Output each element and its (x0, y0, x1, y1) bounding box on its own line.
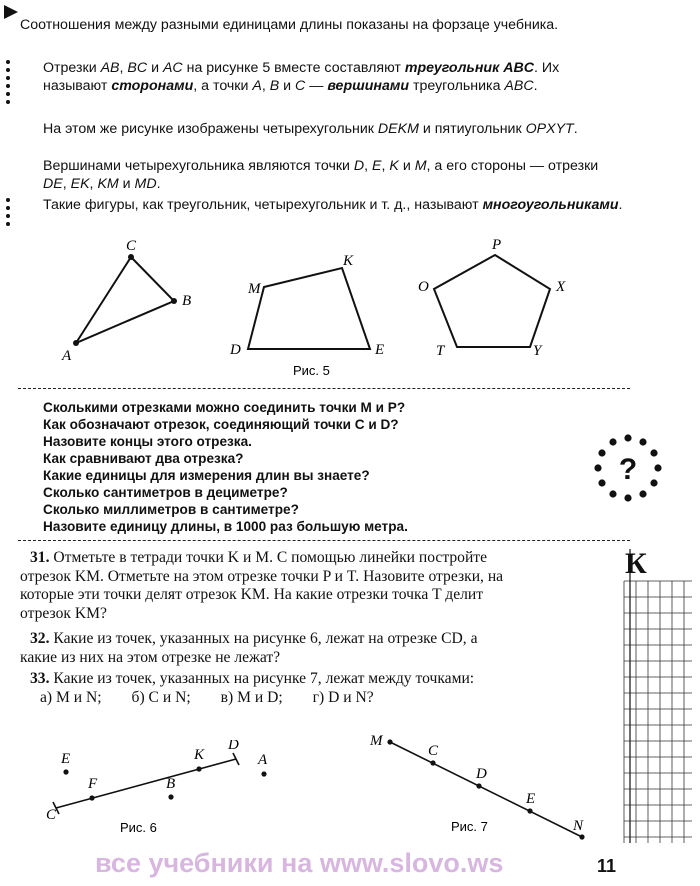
point-m (387, 739, 392, 744)
point-f (89, 795, 94, 800)
point-a (261, 771, 266, 776)
segment-cd (56, 759, 236, 808)
point-b (168, 794, 173, 799)
point-c (128, 254, 134, 260)
label-m: M (370, 735, 383, 749)
figure-5 (0, 235, 620, 385)
question-8: Назовите единицу длины, в 1000 раз большую метра. (43, 519, 408, 534)
question-3: Назовите концы этого отрезка. (43, 434, 252, 449)
figure-6 (30, 740, 290, 850)
exercise-grid-icon (622, 545, 694, 845)
exercise-letter-icon: К (625, 547, 647, 580)
quadrilateral-dekm (248, 268, 370, 349)
intro-paragraph-5: Такие фигуры, как треугольник, четырехугольник и т. д., называют многоугольниками. (43, 197, 623, 213)
triangle-abc (76, 257, 174, 343)
point-c (430, 760, 435, 765)
point-a (73, 340, 79, 346)
label-m: M (248, 281, 261, 297)
point-b (171, 298, 177, 304)
label-c: C (46, 807, 57, 823)
label-c: C (428, 743, 439, 759)
figure-7 (360, 735, 600, 850)
option-b: б) C и N; (131, 688, 191, 706)
intro-paragraph-3: На этом же рисунке изображены четырехугольник DEKM и пятиугольник OPXYT. (43, 121, 578, 137)
label-e: E (61, 751, 71, 767)
label-c: C (126, 238, 137, 254)
option-d: г) D и N? (312, 688, 374, 706)
definition-dots (6, 60, 12, 108)
pointer-triangle-icon (3, 4, 19, 20)
question-mark-icon (592, 432, 664, 504)
label-x: X (556, 279, 566, 295)
point-e (63, 769, 68, 774)
figure-7-caption: Рис. 7 (451, 819, 488, 834)
questions-top-rule (18, 388, 630, 389)
label-k: K (343, 253, 354, 269)
bottom-watermark: все учебники на www.slovo.ws (95, 848, 504, 878)
label-b: B (182, 293, 192, 309)
question-1: Сколькими отрезками можно соединить точки M и P? (43, 400, 406, 415)
option-c: в) M и D; (220, 688, 283, 706)
label-e: E (375, 342, 385, 358)
figure-5-caption: Рис. 5 (293, 363, 330, 378)
question-4: Как сравнивают два отрезка? (43, 451, 244, 466)
pentagon-opxyt (434, 255, 550, 347)
label-b: B (166, 776, 176, 792)
point-n (579, 834, 584, 839)
point-k (196, 766, 201, 771)
intro-paragraph-4: Вершинами четырехугольника являются точки D, E, K и M, а его стороны — отрезки DE, EK, KM и MD. (43, 158, 599, 192)
definition-dots-2 (6, 198, 12, 230)
question-2: Как обозначают отрезок, соединяющий точки C и D? (43, 417, 399, 432)
page-number: 11 (597, 856, 617, 876)
exercise-31: 31. Отметьте в тетради точки K и M. С помощью линейки постройте отрезок KM. Отметьте на этом отрезке точки P и T. Назовите отрезки, на которые эти точки делят отрезок KM. На какие отрезки точка T делит отрезок KM? (20, 549, 504, 622)
question-6: Сколько сантиметров в дециметре? (43, 485, 288, 500)
point-e (527, 808, 532, 813)
questions-bottom-rule (18, 540, 630, 541)
label-d: D (230, 342, 241, 358)
label-o: O (418, 279, 429, 295)
exercise-32: 32. Какие из точек, указанных на рисунке 6, лежат на отрезке CD, а какие из них на этом отрезке не лежат? (20, 630, 478, 666)
option-a: а) M и N; (40, 688, 102, 706)
question-7: Сколько миллиметров в сантиметре? (43, 502, 299, 517)
label-y: Y (533, 343, 542, 359)
intro-paragraph-1: Соотношения между разными единицами длины показаны на форзаце учебника. (20, 17, 559, 33)
svg-text:?: ? (618, 453, 638, 486)
label-p: P (492, 237, 502, 253)
label-t: T (436, 343, 445, 359)
label-k: K (194, 747, 205, 763)
figure-6-caption: Рис. 6 (120, 820, 157, 835)
point-d (476, 783, 481, 788)
label-n: N (573, 818, 584, 834)
label-a: A (62, 348, 72, 364)
intro-paragraph-2: Отрезки AB, BC и AC на рисунке 5 вместе составляют треугольник ABC. Их называют сторонами, а точки A, B и C — вершинами треугольника ABC. (43, 60, 560, 94)
question-5: Какие единицы для измерения длин вы знаете? (43, 468, 370, 483)
label-d: D (228, 740, 239, 753)
label-f: F (88, 776, 98, 792)
label-a: A (258, 752, 268, 768)
label-e: E (526, 791, 536, 807)
label-d: D (476, 766, 487, 782)
exercise-33: 33. Какие из точек, указанных на рисунке 7, лежат между точками: а) M и N; б) C и N; в) M и D; г) D и N? (30, 670, 475, 706)
